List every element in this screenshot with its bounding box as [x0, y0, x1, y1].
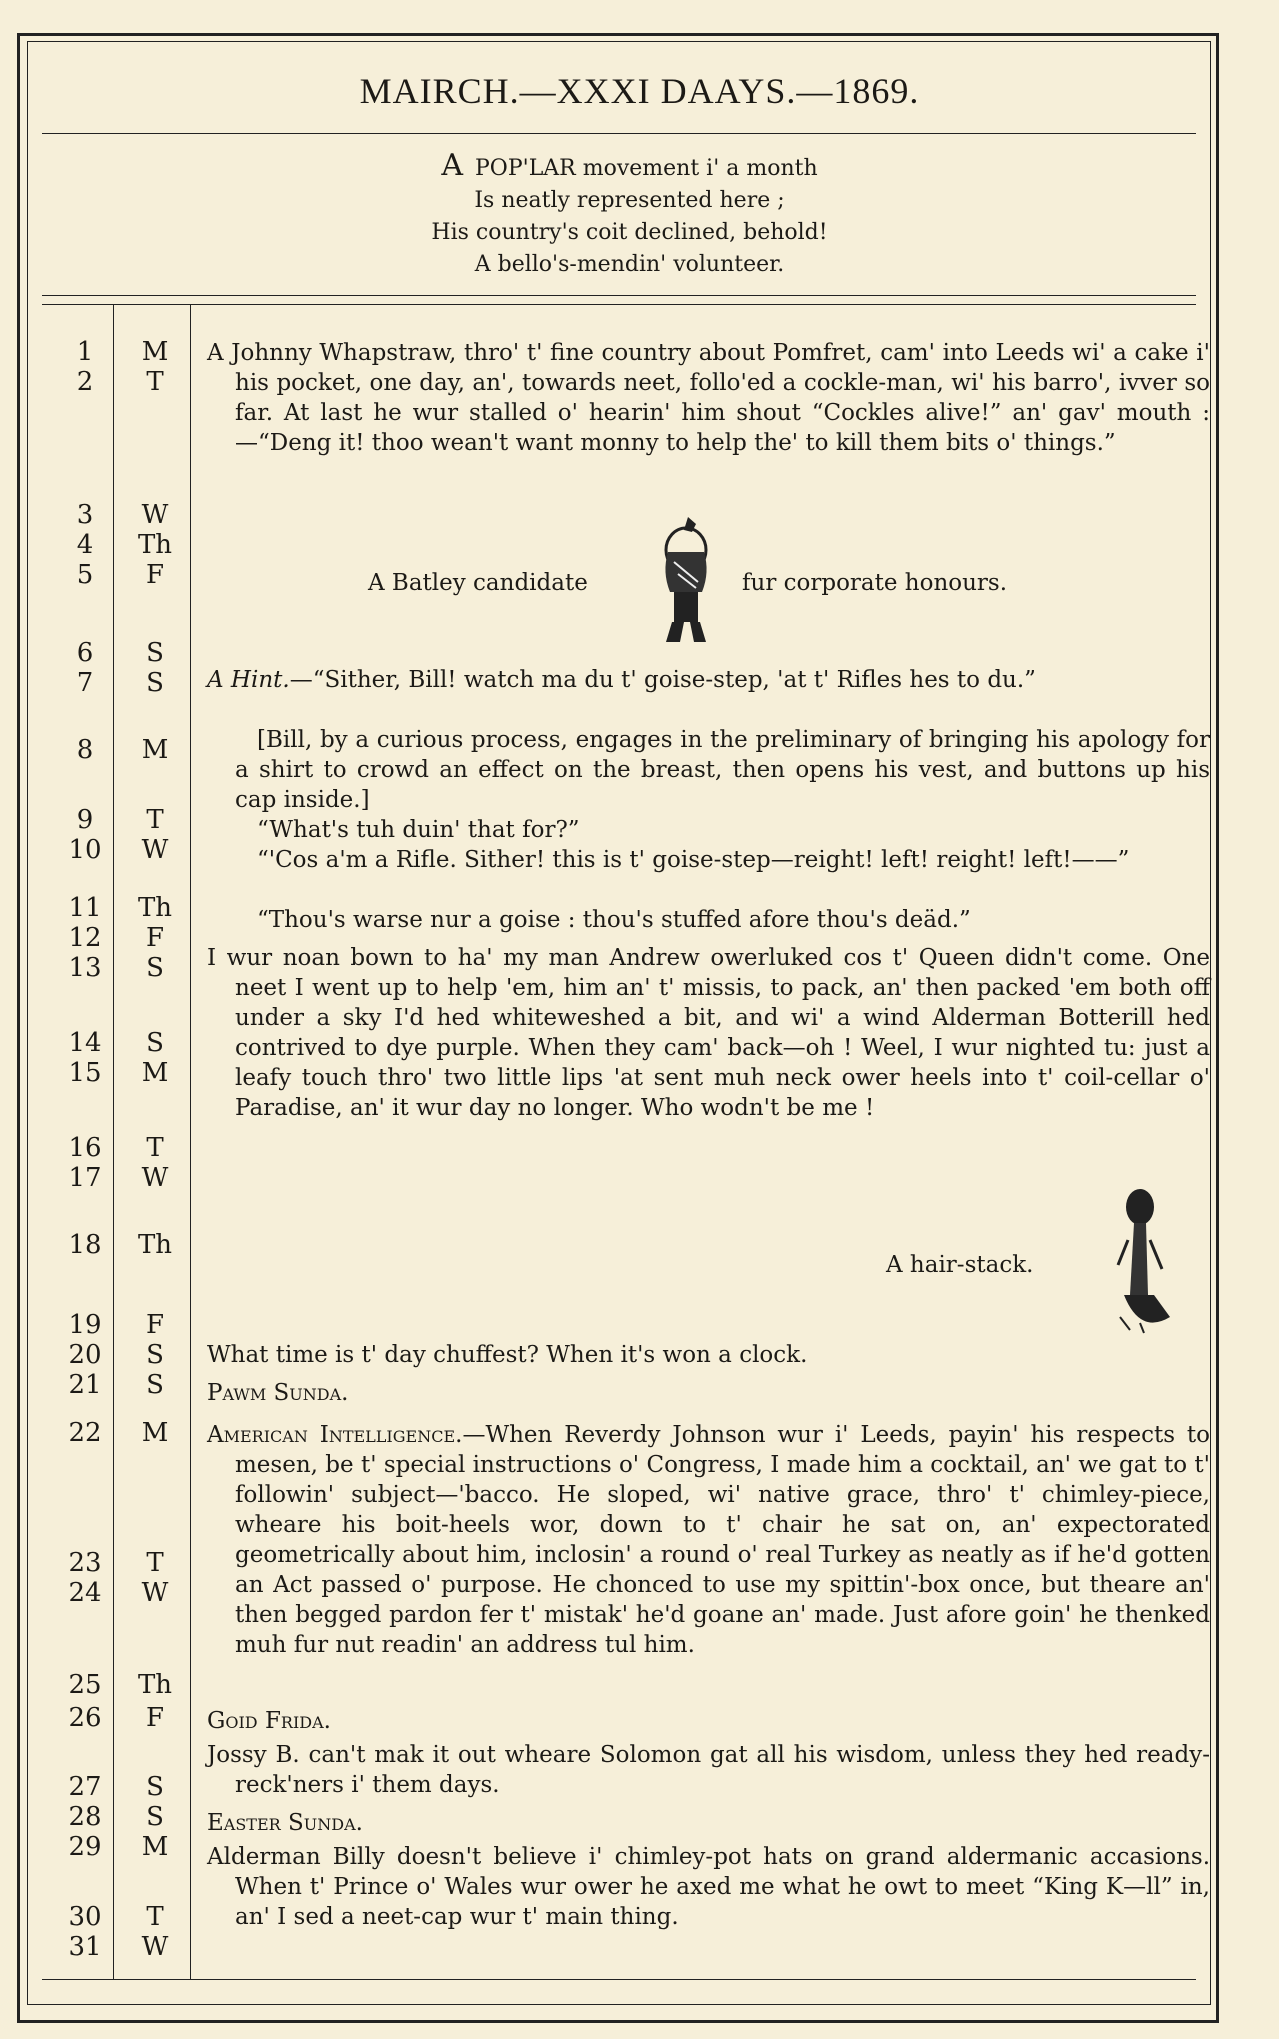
- entry-johnny: A Johnny Whapstraw, thro' t' fine country about Pomfret, cam' into Leeds wi' a cake i' his pocket, one day, an', towards neet, follo'ed a cockle-man, wi' his barro', ivver so far. At last he wur stalled o' hearin' him shout “Cockles alive!” an' gav' mouth :—“Deng it! thoo wean't want monny to help the' to kill them bits o' things.”: [207, 340, 1210, 456]
- day-number: 22: [68, 1418, 102, 1448]
- day-number: 1: [76, 337, 94, 367]
- day-of-week: M: [141, 1418, 169, 1448]
- day-number: 28: [68, 1802, 102, 1832]
- day-of-week: Th: [137, 530, 173, 560]
- american-text: —When Reverdy Johnson wur i' Leeds, payin' his respects to mesen, be t' special instructions o' Congress, I made him a cocktail, an' we gat to t' followin' subject—'bacco. He sloped, wi' native grace, thro' t' chimley-piece, wheare his boit-heels wor, down to t' chair he sat on, an' expectorated geometrically about him, inclosin' a round o' real Turkey as neatly as if he'd gotten an Act passed o' purpose. He chonced to use my spittin'-box once, but theare an' then begged pardon fer t' mistak' he'd goane an' made. Just afore goin' he thenked muh fur nut readin' an address tul him.: [235, 1422, 1210, 1658]
- batley-caption-right: fur corporate honours.: [742, 570, 1008, 596]
- hint-text: —“Sither, Bill! watch ma du t' goise-step, 'at t' Rifles hes to du.”: [289, 667, 1036, 693]
- day-of-week: S: [146, 638, 164, 668]
- day-number: 30: [68, 1902, 102, 1932]
- day-number: 25: [68, 1670, 102, 1700]
- verse-line-4: A bello's-mendin' volunteer.: [474, 252, 785, 277]
- day-number: 14: [68, 1028, 102, 1058]
- day-number: 16: [68, 1133, 102, 1163]
- day-of-week: S: [146, 1802, 164, 1832]
- day-of-week: F: [145, 923, 165, 953]
- title-rule: [42, 133, 1196, 134]
- day-of-week: F: [145, 1310, 165, 1340]
- entry-pawm-sunda: Pawm Sunda.: [207, 1380, 349, 1406]
- day-number: 7: [76, 668, 94, 698]
- day-of-week: T: [146, 1902, 164, 1932]
- verse-line-2: Is neatly represented here ;: [474, 188, 785, 213]
- day-number: 8: [76, 735, 94, 765]
- hint-label: A Hint.: [207, 667, 290, 693]
- day-of-week: T: [146, 367, 164, 397]
- day-of-week: S: [146, 1772, 164, 1802]
- day-number: 5: [76, 560, 94, 590]
- day-number: 2: [76, 367, 94, 397]
- day-of-week: M: [141, 337, 169, 367]
- day-of-week: M: [141, 1058, 169, 1088]
- day-number: 6: [76, 638, 94, 668]
- day-number: 4: [76, 530, 94, 560]
- day-number: 18: [68, 1230, 102, 1260]
- day-number: 15: [68, 1058, 102, 1088]
- day-of-week: S: [146, 1028, 164, 1058]
- hint-end: “Thou's warse nur a goise : thou's stuffed afore thou's deäd.”: [257, 907, 971, 933]
- day-number: 24: [68, 1578, 102, 1608]
- hint-question: “What's tuh duin' that for?”: [257, 817, 580, 843]
- day-of-week: W: [141, 500, 169, 530]
- day-number: 23: [68, 1548, 102, 1578]
- day-of-week: Th: [137, 1230, 173, 1260]
- day-of-week: T: [146, 805, 164, 835]
- day-of-week: W: [141, 835, 169, 865]
- entry-queen: I wur noan bown to ha' my man Andrew owerluked cos t' Queen didn't come. One neet I went up to help 'em, him an' t' missis, to pack, an' then packed 'em both off under a sky I'd hed whiteweshed a bit, and wi' a wind Alderman Botterill hed contrived to dye purple. When they cam' back—oh ! Weel, I wur nighted tu: just a leafy touch thro' two little lips 'at sent muh neck ower heels into t' coil-cellar o' Paradise, an' it wur day no longer. Who wodn't be me !: [207, 945, 1210, 1121]
- day-number: 20: [68, 1340, 102, 1370]
- day-number: 12: [68, 923, 102, 953]
- day-of-week: Th: [137, 1670, 173, 1700]
- day-of-week: M: [141, 1832, 169, 1862]
- day-of-week: Th: [137, 893, 173, 923]
- verse-block: [0, 150, 1279, 281]
- day-of-week: S: [146, 1370, 164, 1400]
- hair-stack-illustration: [1110, 1185, 1176, 1335]
- calendar-top-rule: [42, 295, 1196, 296]
- entry-american: [207, 1420, 1210, 1660]
- calendar-top-rule-2: [42, 304, 1196, 305]
- day-of-week: T: [146, 1133, 164, 1163]
- day-of-week: T: [146, 1548, 164, 1578]
- column-rule-1: [113, 304, 114, 1979]
- batley-caption-left: A Batley candidate: [368, 570, 588, 596]
- day-of-week: M: [141, 735, 169, 765]
- day-number: 9: [76, 805, 94, 835]
- day-of-week: F: [145, 560, 165, 590]
- entry-easter-sunda: Easter Sunda.: [207, 1810, 363, 1836]
- day-number: 27: [68, 1772, 102, 1802]
- day-number: 29: [68, 1832, 102, 1862]
- day-of-week: W: [141, 1578, 169, 1608]
- entry-chuffest: What time is t' day chuffest? When it's won a clock.: [207, 1342, 808, 1368]
- entry-jossy: Jossy B. can't mak it out wheare Solomon gat all his wisdom, unless they hed ready-reck'ners i' them days.: [207, 1742, 1210, 1798]
- day-number: 19: [68, 1310, 102, 1340]
- day-of-week: W: [141, 1163, 169, 1193]
- hint-bracket: [Bill, by a curious process, engages in the preliminary of bringing his apology for a shirt to crowd an effect on the breast, then opens his vest, and buttons up his cap inside.]: [235, 727, 1210, 813]
- day-number: 17: [68, 1163, 102, 1193]
- day-of-week: W: [141, 1932, 169, 1962]
- page-title: MAIRCH.—XXXI DAAYS.—1869.: [359, 71, 920, 111]
- day-of-week: F: [145, 1703, 165, 1733]
- day-number: 10: [68, 835, 102, 865]
- verse-line-1: A POP'LAR movement i' a month: [441, 148, 818, 183]
- day-number: 21: [68, 1370, 102, 1400]
- entry-billy: Alderman Billy doesn't believe i' chimley-pot hats on grand aldermanic accasions. When t' Prince o' Wales wur ower he axed me what he owt to meet “King K—ll” in, an' I sed a neet-cap wur t' main thing.: [207, 1844, 1210, 1930]
- entry-hint: [207, 665, 1210, 695]
- batley-candidate-illustration: [648, 512, 720, 647]
- verse-line-3: His country's coit declined, behold!: [431, 220, 828, 245]
- hint-answer: “'Cos a'm a Rifle. Sither! this is t' goise-step—reight! left! reight! left!——”: [257, 847, 1130, 873]
- column-rule-2: [190, 304, 191, 1979]
- entry-goid-frida: Goid Frida.: [207, 1708, 331, 1734]
- day-number: 26: [68, 1703, 102, 1733]
- verse-initial: A: [441, 148, 463, 183]
- day-of-week: S: [146, 1340, 164, 1370]
- day-number: 31: [68, 1932, 102, 1962]
- american-label: American Intelligence.: [207, 1422, 463, 1448]
- day-of-week: S: [146, 953, 164, 983]
- day-number: 3: [76, 500, 94, 530]
- day-number: 13: [68, 953, 102, 983]
- calendar-bottom-rule: [42, 1979, 1196, 1980]
- hair-stack-caption: A hair-stack.: [886, 1252, 1034, 1278]
- day-number: 11: [68, 893, 102, 923]
- day-of-week: S: [146, 668, 164, 698]
